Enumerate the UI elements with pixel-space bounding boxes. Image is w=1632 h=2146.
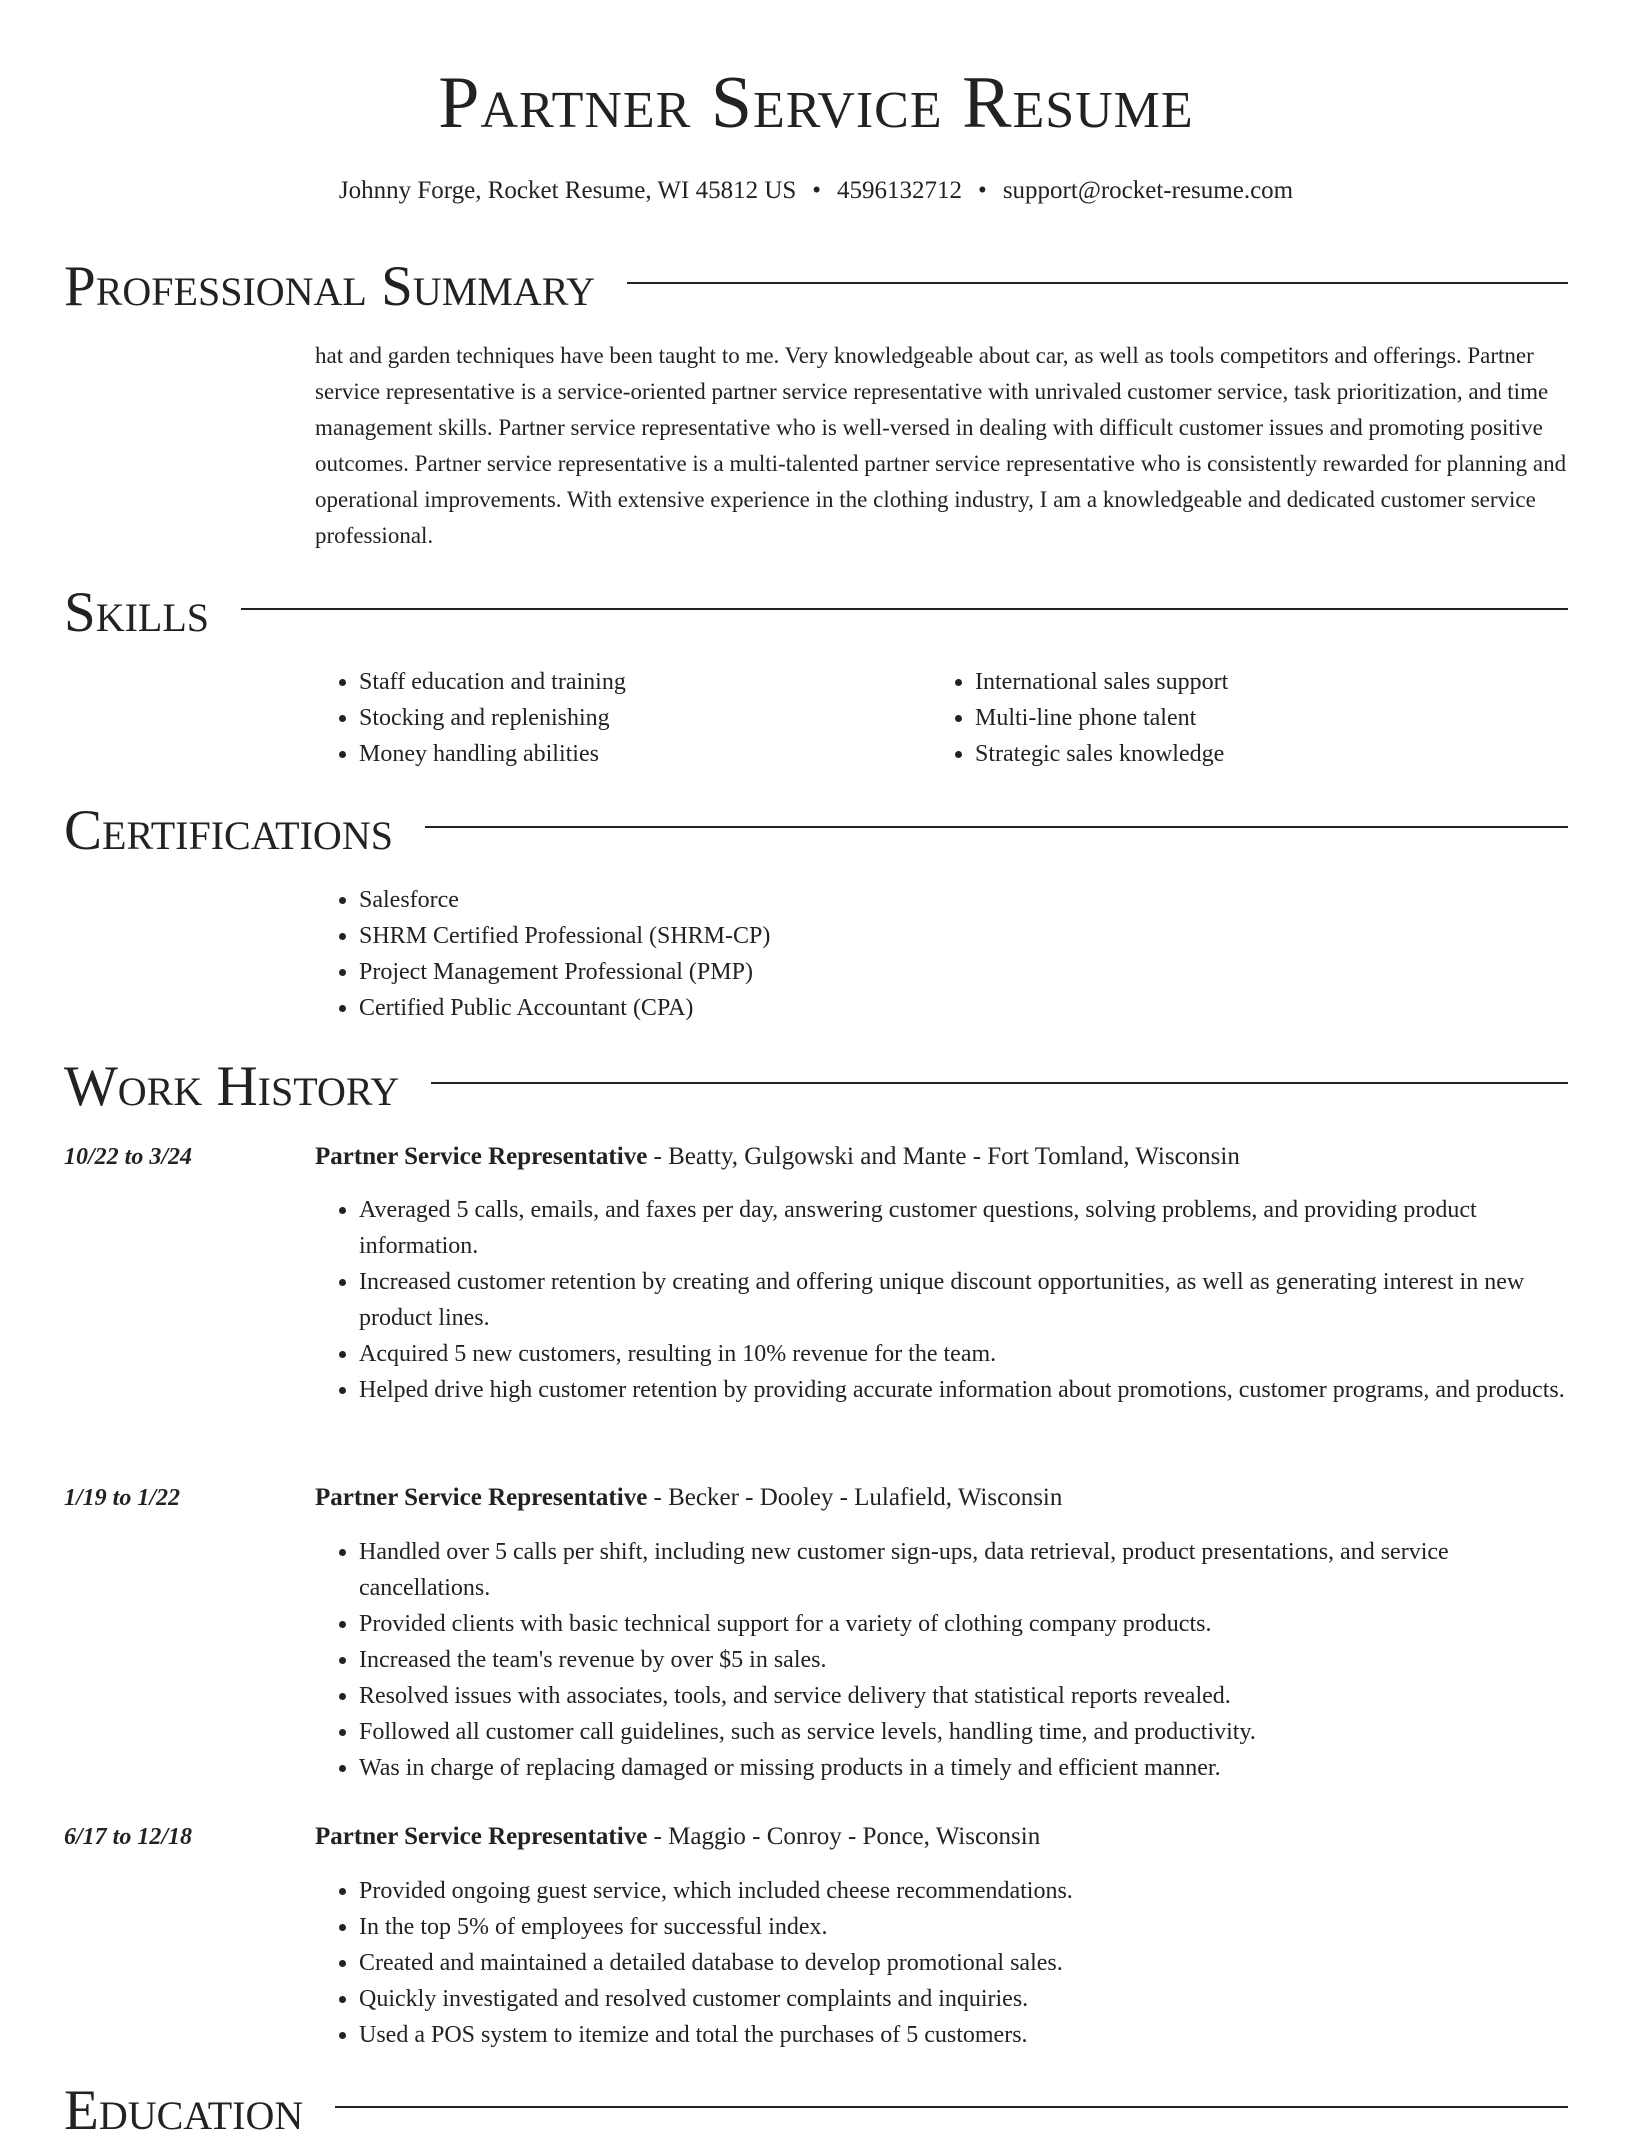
section-divider — [425, 826, 1568, 828]
job-duty: • Followed all customer call guidelines, such as service levels, handling time, and productivity. — [359, 1714, 1568, 1750]
certifications-section-header — [64, 796, 1568, 866]
certification-item: • SHRM Certified Professional (SHRM-CP) — [359, 918, 770, 954]
contact-address: Johnny Forge, Rocket Resume, WI 45812 US — [338, 177, 797, 204]
job-duty: • Was in charge of replacing damaged or missing products in a timely and efficient manner. — [359, 1750, 1568, 1786]
job-dates: 10/22 to 3/24 — [64, 1144, 193, 1170]
job-duty: • Handled over 5 calls per shift, including new customer sign-ups, data retrieval, product presentations, and service cancellations. — [359, 1534, 1568, 1606]
job-duty: • Resolved issues with associates, tools, and service delivery that statistical reports revealed. — [359, 1678, 1568, 1714]
skill-item: • Stocking and replenishing — [359, 700, 626, 736]
job-duties-list — [315, 1873, 1568, 2053]
job-dates: 6/17 to 12/18 — [64, 1824, 193, 1850]
job-title: Partner Service Representative — [315, 1484, 648, 1511]
job-duty: • Created and maintained a detailed database to develop promotional sales. — [359, 1945, 1568, 1981]
job-employer: - Beatty, Gulgowski and Mante - Fort Tomland, Wisconsin — [647, 1143, 1240, 1170]
certifications-heading: Certifications — [64, 799, 393, 862]
work-history-section-header — [64, 1052, 1568, 1122]
education-section-header — [64, 2076, 1568, 2146]
certification-item: • Salesforce — [359, 882, 770, 918]
skill-item: • Multi-line phone talent — [975, 700, 1228, 736]
skills-section-header — [64, 578, 1568, 648]
skill-item: • Staff education and training — [359, 664, 626, 700]
certification-item: • Certified Public Accountant (CPA) — [359, 990, 770, 1026]
job-duty: • Provided clients with basic technical support for a variety of clothing company products. — [359, 1606, 1568, 1642]
job-heading — [315, 1819, 1568, 1855]
skill-item: • International sales support — [975, 664, 1228, 700]
contact-separator: • — [812, 177, 822, 204]
section-divider — [627, 282, 1568, 284]
skills-list-left — [315, 664, 626, 772]
job-duties-list — [315, 1192, 1568, 1408]
education-heading: Education — [64, 2079, 304, 2142]
contact-separator: • — [978, 177, 987, 204]
summary-heading: Professional Summary — [64, 255, 596, 318]
job-duty: • Helped drive high customer retention by providing accurate information about promotions, customer programs, and products. — [359, 1372, 1568, 1408]
contact-phone: 4596132712 — [837, 177, 963, 204]
job-duty: • Provided ongoing guest service, which included cheese recommendations. — [359, 1873, 1568, 1909]
skill-item: • Money handling abilities — [359, 736, 626, 772]
job-employer: - Becker - Dooley - Lulafield, Wisconsin — [647, 1484, 1063, 1511]
job-duty: • Increased the team's revenue by over $5 in sales. — [359, 1642, 1568, 1678]
job-duty: • Increased customer retention by creating and offering unique discount opportunities, as well as generating interest in new product lines. — [359, 1264, 1568, 1336]
contact-line — [0, 174, 1632, 208]
summary-text: hat and garden techniques have been taught to me. Very knowledgeable about car, as well as tools competitors and offerings. Partner service representative is a service-oriented partner service representative with unrivaled customer service, task prioritization, and time management skills. Partner service representative who is well-versed in dealing with difficult customer issues and promoting positive outcomes. Partner service representative is a multi-talented partner service representative who is consistently rewarded for planning and operational improvements. With extensive experience in the clothing industry, I am a knowledgeable and dedicated customer service professional. — [315, 343, 1567, 548]
skill-item: • Strategic sales knowledge — [975, 736, 1228, 772]
job-heading — [315, 1139, 1568, 1175]
skills-heading: Skills — [64, 581, 210, 644]
job-duties-list — [315, 1534, 1568, 1786]
job-title: Partner Service Representative — [315, 1823, 648, 1850]
job-title: Partner Service Representative — [315, 1143, 648, 1170]
job-duty: • In the top 5% of employees for successful index. — [359, 1909, 1568, 1945]
summary-section-header — [64, 252, 1568, 322]
job-duty: • Acquired 5 new customers, resulting in 10% revenue for the team. — [359, 1336, 1568, 1372]
job-duty: • Quickly investigated and resolved customer complaints and inquiries. — [359, 1981, 1568, 2017]
section-divider — [431, 1082, 1568, 1084]
job-duty: • Used a POS system to itemize and total the purchases of 5 customers. — [359, 2017, 1568, 2053]
section-divider — [335, 2106, 1568, 2108]
certifications-list — [315, 882, 770, 1026]
job-employer: - Maggio - Conroy - Ponce, Wisconsin — [647, 1823, 1041, 1850]
section-divider — [241, 608, 1568, 610]
skills-list-right — [931, 664, 1228, 772]
job-dates: 1/19 to 1/22 — [64, 1485, 181, 1511]
work-history-heading: Work History — [64, 1055, 400, 1118]
certification-item: • Project Management Professional (PMP) — [359, 954, 770, 990]
resume-title: Partner Service Resume — [438, 62, 1194, 144]
job-duty: • Averaged 5 calls, emails, and faxes per day, answering customer questions, solving problems, and providing product information. — [359, 1192, 1568, 1264]
contact-email: support@rocket-resume.com — [1002, 177, 1294, 204]
job-heading — [315, 1480, 1568, 1516]
